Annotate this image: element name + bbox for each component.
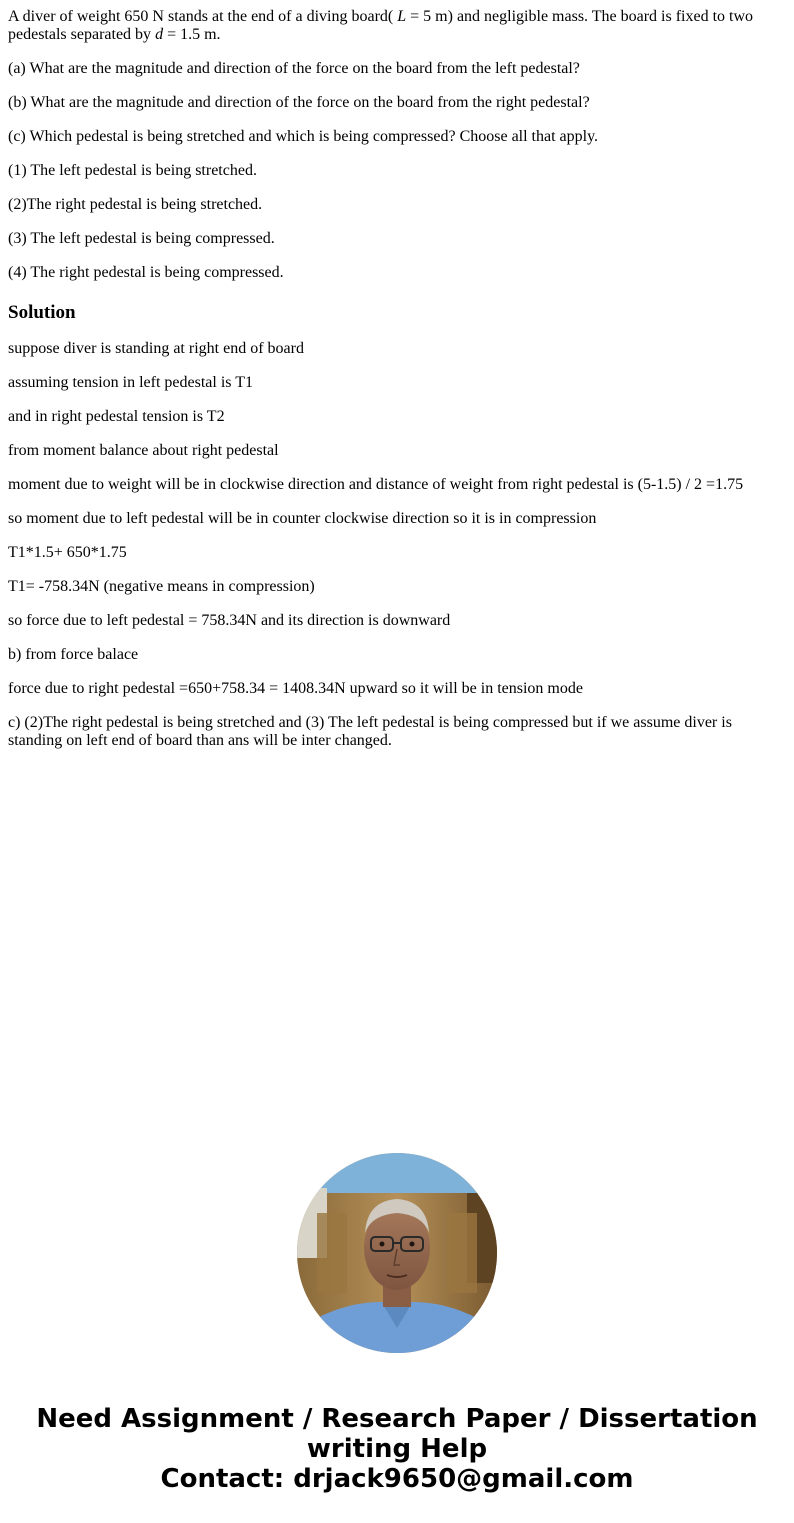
option-3: (3) The left pedestal is being compressed. — [8, 230, 275, 247]
document-content — [8, 8, 778, 766]
option-1: (1) The left pedestal is being stretched. — [8, 162, 257, 179]
solution-line: c) (2)The right pedestal is being stretched and (3) The left pedestal is being compressed but if we assume diver is standing on left end of board than ans will be inter changed. — [8, 714, 732, 749]
option-4: (4) The right pedestal is being compressed. — [8, 264, 284, 281]
solution-heading: Solution — [8, 302, 76, 323]
question-intro — [8, 8, 778, 44]
promo-contact: Contact: drjack9650@gmail.com — [160, 1464, 634, 1494]
solution-line: assuming tension in left pedestal is T1 — [8, 374, 254, 391]
question-part-a: (a) What are the magnitude and direction of the force on the board from the left pedestal? — [8, 60, 580, 77]
solution-line: so force due to left pedestal = 758.34N and its direction is downward — [8, 612, 451, 629]
intro-text-3: = 1.5 m. — [163, 26, 221, 43]
promo-banner — [0, 1404, 794, 1494]
length-symbol: L — [397, 8, 407, 25]
option-2: (2)The right pedestal is being stretched. — [8, 196, 263, 213]
solution-line: T1= -758.34N (negative means in compression) — [8, 578, 315, 595]
author-photo — [297, 1153, 497, 1353]
promo-line-2: writing Help — [306, 1434, 488, 1464]
intro-text-2: = 5 m) and negligible mass. The board is fixed to two pedestals separated by — [8, 8, 754, 43]
solution-line: b) from force balace — [8, 646, 139, 663]
distance-symbol: d — [155, 26, 164, 43]
promo-line-1: Need Assignment / Research Paper / Dissertation — [36, 1404, 758, 1434]
solution-line: and in right pedestal tension is T2 — [8, 408, 225, 425]
solution-line: T1*1.5+ 650*1.75 — [8, 544, 127, 561]
author-avatar — [297, 1153, 497, 1353]
solution-line: force due to right pedestal =650+758.34 = 1408.34N upward so it will be in tension mode — [8, 680, 583, 697]
solution-line: from moment balance about right pedestal — [8, 442, 279, 459]
solution-line: suppose diver is standing at right end of board — [8, 340, 304, 357]
question-part-c: (c) Which pedestal is being stretched and which is being compressed? Choose all that apply. — [8, 128, 599, 145]
intro-text-1: A diver of weight 650 N stands at the end of a diving board( — [8, 8, 398, 25]
solution-line: so moment due to left pedestal will be in counter clockwise direction so it is in compression — [8, 510, 597, 527]
question-part-b: (b) What are the magnitude and direction of the force on the board from the right pedestal? — [8, 94, 590, 111]
solution-line: moment due to weight will be in clockwise direction and distance of weight from right pedestal is (5-1.5) / 2 =1.75 — [8, 476, 744, 493]
